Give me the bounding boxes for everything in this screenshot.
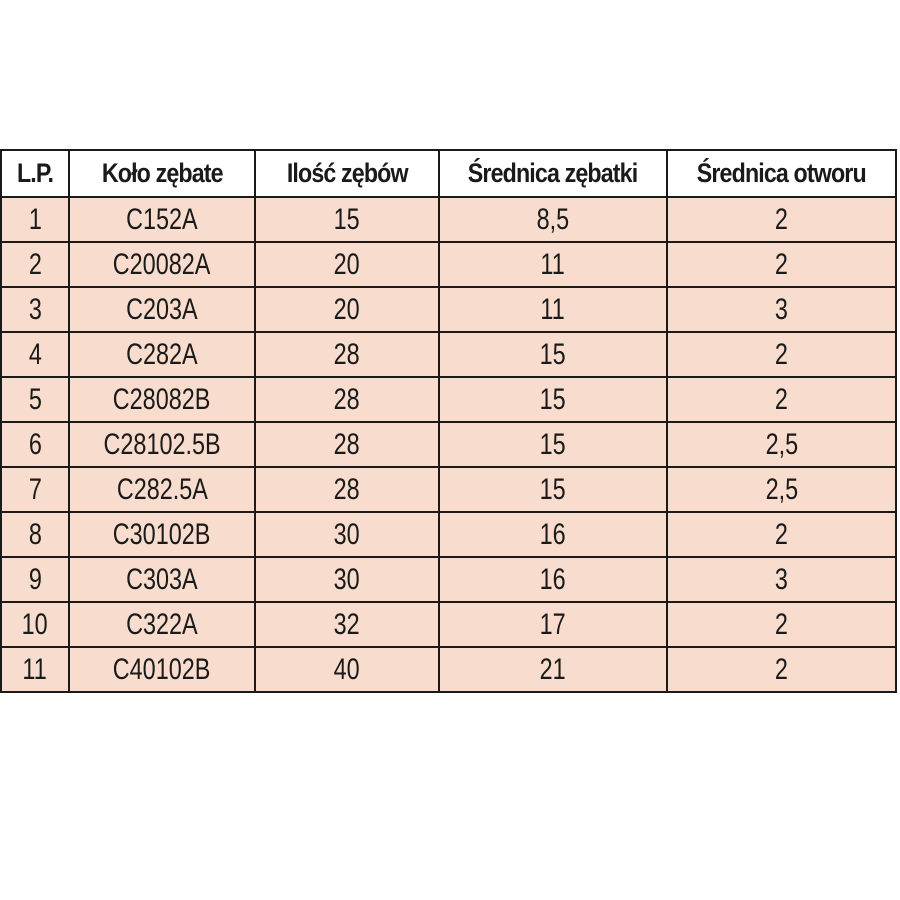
cell-value-lp: 4 bbox=[28, 337, 42, 371]
gear-spec-table-container bbox=[0, 149, 895, 693]
cell-value-teeth-count: 28 bbox=[333, 337, 361, 371]
header-cell-lp bbox=[1, 150, 69, 197]
table-row bbox=[1, 557, 896, 602]
cell-value-teeth-count: 40 bbox=[333, 652, 361, 686]
cell-value-gear: C28102.5B bbox=[103, 427, 221, 461]
table-cell-lp bbox=[1, 332, 69, 377]
cell-value-gear: C203A bbox=[126, 292, 198, 326]
cell-value-bore-diameter: 2 bbox=[774, 337, 789, 371]
cell-value-bore-diameter: 3 bbox=[774, 562, 789, 596]
table-cell-gear-diameter bbox=[439, 287, 667, 332]
cell-value-teeth-count: 28 bbox=[333, 472, 361, 506]
table-cell-bore-diameter bbox=[667, 557, 896, 602]
table-cell-teeth-count bbox=[255, 602, 439, 647]
cell-value-lp: 6 bbox=[28, 427, 42, 461]
table-cell-teeth-count bbox=[255, 197, 439, 242]
table-cell-gear bbox=[69, 332, 255, 377]
table-row bbox=[1, 242, 896, 287]
table-row bbox=[1, 602, 896, 647]
cell-value-teeth-count: 15 bbox=[333, 202, 361, 236]
table-cell-teeth-count bbox=[255, 512, 439, 557]
header-cell-bore-diameter bbox=[667, 150, 896, 197]
table-cell-bore-diameter bbox=[667, 647, 896, 692]
cell-value-teeth-count: 28 bbox=[333, 427, 361, 461]
table-body bbox=[1, 197, 896, 692]
cell-value-teeth-count: 20 bbox=[333, 292, 361, 326]
table-cell-gear bbox=[69, 242, 255, 287]
cell-value-gear-diameter: 11 bbox=[540, 292, 566, 326]
header-label-gear: Koło zębate bbox=[101, 158, 223, 188]
cell-value-bore-diameter: 2 bbox=[774, 247, 789, 281]
table-cell-gear-diameter bbox=[439, 512, 667, 557]
table-row bbox=[1, 332, 896, 377]
table-cell-lp bbox=[1, 602, 69, 647]
cell-value-bore-diameter: 2 bbox=[774, 652, 789, 686]
cell-value-teeth-count: 28 bbox=[333, 382, 361, 416]
table-cell-teeth-count bbox=[255, 332, 439, 377]
cell-value-bore-diameter: 2 bbox=[774, 607, 789, 641]
table-cell-gear-diameter bbox=[439, 242, 667, 287]
table-cell-gear bbox=[69, 647, 255, 692]
cell-value-lp: 8 bbox=[28, 517, 42, 551]
table-cell-teeth-count bbox=[255, 422, 439, 467]
cell-value-lp: 9 bbox=[28, 562, 42, 596]
cell-value-gear: C30102B bbox=[113, 517, 211, 551]
table-cell-gear-diameter bbox=[439, 197, 667, 242]
table-cell-bore-diameter bbox=[667, 602, 896, 647]
cell-value-gear-diameter: 11 bbox=[540, 247, 566, 281]
table-cell-teeth-count bbox=[255, 467, 439, 512]
header-cell-gear-diameter bbox=[439, 150, 667, 197]
cell-value-gear: C282.5A bbox=[116, 472, 208, 506]
cell-value-gear: C28082B bbox=[113, 382, 211, 416]
table-cell-lp bbox=[1, 557, 69, 602]
table-cell-bore-diameter bbox=[667, 377, 896, 422]
cell-value-gear-diameter: 16 bbox=[539, 517, 567, 551]
table-cell-lp bbox=[1, 647, 69, 692]
table-cell-bore-diameter bbox=[667, 242, 896, 287]
cell-value-bore-diameter: 2 bbox=[774, 517, 789, 551]
table-row bbox=[1, 422, 896, 467]
cell-value-lp: 3 bbox=[28, 292, 42, 326]
cell-value-gear-diameter: 17 bbox=[539, 607, 567, 641]
table-cell-bore-diameter bbox=[667, 332, 896, 377]
table-cell-lp bbox=[1, 422, 69, 467]
table-cell-teeth-count bbox=[255, 287, 439, 332]
cell-value-gear-diameter: 21 bbox=[539, 652, 567, 686]
cell-value-lp: 11 bbox=[22, 652, 48, 686]
table-cell-gear-diameter bbox=[439, 647, 667, 692]
cell-value-gear-diameter: 16 bbox=[539, 562, 567, 596]
cell-value-teeth-count: 30 bbox=[333, 517, 361, 551]
table-cell-gear-diameter bbox=[439, 602, 667, 647]
table-cell-gear-diameter bbox=[439, 422, 667, 467]
cell-value-lp: 7 bbox=[28, 472, 42, 506]
table-cell-teeth-count bbox=[255, 242, 439, 287]
table-row bbox=[1, 512, 896, 557]
header-label-gear-diameter: Średnica zębatki bbox=[468, 158, 638, 188]
table-cell-bore-diameter bbox=[667, 467, 896, 512]
table-cell-gear bbox=[69, 377, 255, 422]
header-label-bore-diameter: Średnica otworu bbox=[696, 158, 867, 188]
table-row bbox=[1, 647, 896, 692]
table-header bbox=[1, 150, 896, 197]
table-row bbox=[1, 197, 896, 242]
table-row bbox=[1, 467, 896, 512]
table-cell-lp bbox=[1, 377, 69, 422]
cell-value-lp: 5 bbox=[28, 382, 42, 416]
cell-value-gear-diameter: 8,5 bbox=[536, 202, 570, 236]
table-cell-lp bbox=[1, 242, 69, 287]
cell-value-gear: C152A bbox=[126, 202, 198, 236]
table-cell-teeth-count bbox=[255, 557, 439, 602]
table-cell-teeth-count bbox=[255, 377, 439, 422]
header-label-lp: L.P. bbox=[16, 158, 54, 188]
table-cell-gear bbox=[69, 512, 255, 557]
table-cell-gear-diameter bbox=[439, 467, 667, 512]
table-cell-gear-diameter bbox=[439, 557, 667, 602]
gear-spec-table bbox=[0, 149, 897, 693]
cell-value-teeth-count: 32 bbox=[333, 607, 361, 641]
table-cell-gear bbox=[69, 197, 255, 242]
table-cell-lp bbox=[1, 287, 69, 332]
table-cell-teeth-count bbox=[255, 647, 439, 692]
cell-value-bore-diameter: 3 bbox=[774, 292, 789, 326]
cell-value-bore-diameter: 2,5 bbox=[765, 472, 798, 506]
table-cell-bore-diameter bbox=[667, 197, 896, 242]
cell-value-gear-diameter: 15 bbox=[539, 472, 567, 506]
cell-value-lp: 10 bbox=[21, 607, 49, 641]
cell-value-bore-diameter: 2,5 bbox=[765, 427, 798, 461]
table-cell-gear bbox=[69, 467, 255, 512]
cell-value-bore-diameter: 2 bbox=[774, 382, 789, 416]
cell-value-bore-diameter: 2 bbox=[774, 202, 789, 236]
table-cell-bore-diameter bbox=[667, 422, 896, 467]
table-cell-gear bbox=[69, 602, 255, 647]
cell-value-lp: 2 bbox=[28, 247, 42, 281]
table-cell-lp bbox=[1, 512, 69, 557]
table-cell-gear bbox=[69, 287, 255, 332]
table-cell-gear-diameter bbox=[439, 377, 667, 422]
table-cell-lp bbox=[1, 467, 69, 512]
cell-value-gear: C40102B bbox=[113, 652, 211, 686]
cell-value-gear-diameter: 15 bbox=[539, 382, 567, 416]
table-row bbox=[1, 377, 896, 422]
table-cell-gear bbox=[69, 422, 255, 467]
cell-value-gear-diameter: 15 bbox=[539, 427, 567, 461]
table-cell-gear bbox=[69, 557, 255, 602]
header-cell-teeth-count bbox=[255, 150, 439, 197]
header-label-teeth-count: Ilość zębów bbox=[286, 158, 408, 188]
cell-value-gear: C322A bbox=[126, 607, 198, 641]
cell-value-teeth-count: 30 bbox=[333, 562, 361, 596]
cell-value-gear: C282A bbox=[126, 337, 198, 371]
table-cell-bore-diameter bbox=[667, 512, 896, 557]
header-cell-gear bbox=[69, 150, 255, 197]
cell-value-gear: C20082A bbox=[113, 247, 211, 281]
header-row bbox=[1, 150, 896, 197]
cell-value-teeth-count: 20 bbox=[333, 247, 361, 281]
cell-value-lp: 1 bbox=[28, 202, 42, 236]
table-cell-gear-diameter bbox=[439, 332, 667, 377]
table-cell-lp bbox=[1, 197, 69, 242]
cell-value-gear-diameter: 15 bbox=[539, 337, 567, 371]
table-row bbox=[1, 287, 896, 332]
cell-value-gear: C303A bbox=[126, 562, 198, 596]
table-cell-bore-diameter bbox=[667, 287, 896, 332]
